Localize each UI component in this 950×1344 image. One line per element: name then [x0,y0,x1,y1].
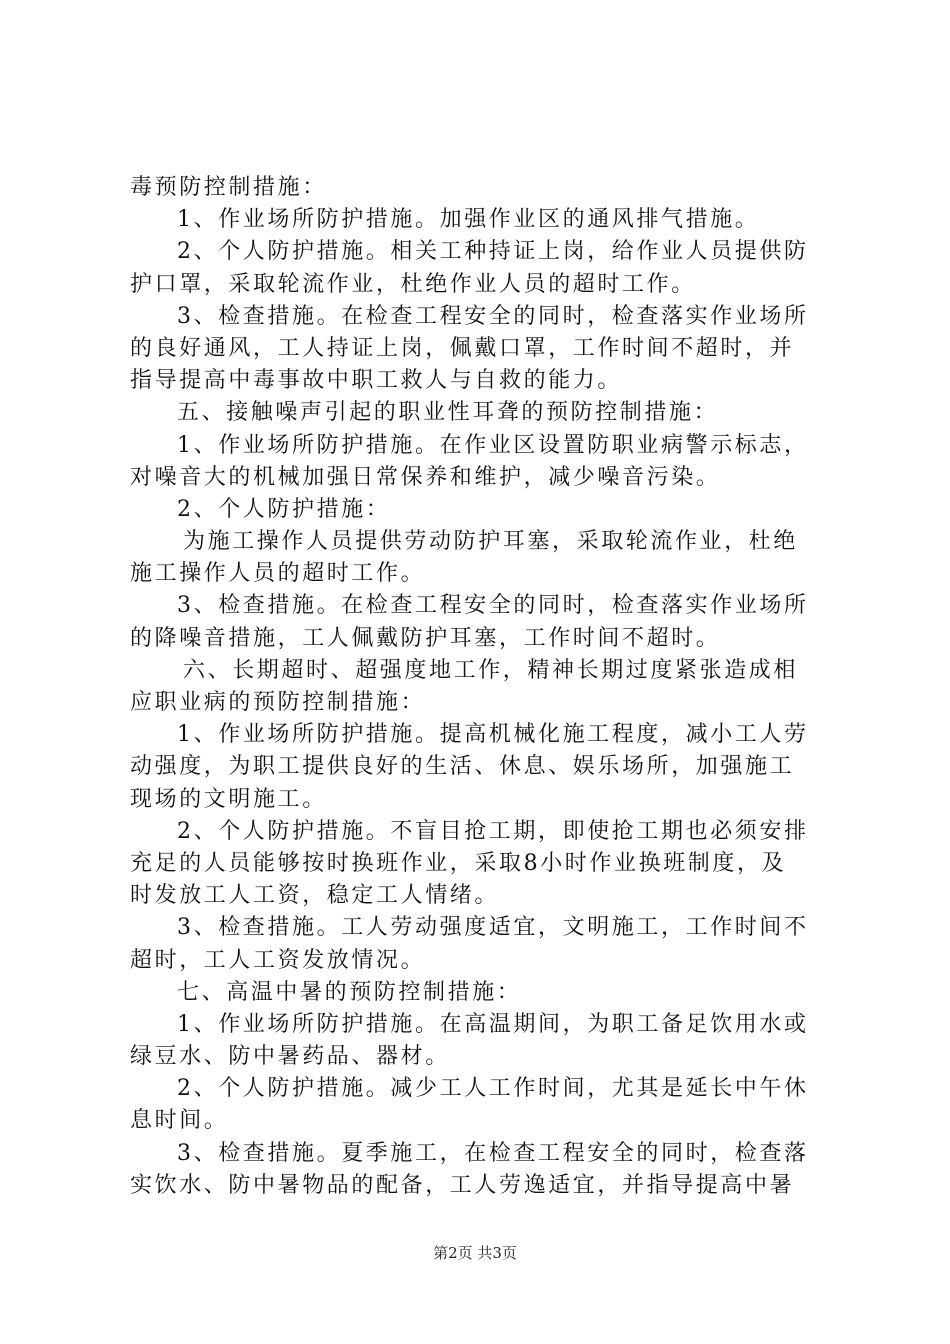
section-heading: 六、长期超时、超强度地工作，精神长期过度紧张造成相 [183,657,799,683]
text-line: 施工操作人员的超时工作。 [130,561,426,587]
text-line: 1、作业场所防护措施。提高机械化施工程度，减小工人劳 [177,722,809,748]
text-line: 毒预防控制措施： [130,175,327,200]
section-heading: 应职业病的预防控制措施： [130,690,426,715]
document-body [130,172,830,1202]
text-line: 3、检查措施。在检查工程安全的同时，检查落实作业场所 [177,593,809,619]
text-line: 护口罩，采取轮流作业，杜绝作业人员的超时工作。 [130,271,696,297]
text-line: 超时，工人工资发放情况。 [130,947,426,973]
text-line: 对噪音大的机械加强日常保养和维护，减少噪音污染。 [130,464,721,490]
text-line: 为施工操作人员提供劳动防护耳塞，采取轮流作业，杜绝 [183,529,799,555]
text-line: 的降噪音措施，工人佩戴防护耳塞，工作时间不超时。 [130,625,721,651]
text-line: 2、个人防护措施： [177,496,391,522]
text-line: 时发放工人工资，稳定工人情绪。 [130,883,500,909]
text-line: 实饮水、防中暑物品的配备，工人劳逸适宜，并指导提高中暑 [130,1172,795,1198]
text-line: 2、个人防护措施。减少工人工作时间，尤其是延长中午休 [177,1076,809,1102]
text-line: 动强度，为职工提供良好的生活、休息、娱乐场所，加强施工 [130,754,795,780]
text-line: 1、作业场所防护措施。加强作业区的通风排气措施。 [177,207,760,233]
text-line: 3、检查措施。工人劳动强度适宜，文明施工，工作时间不 [177,915,809,941]
text-line: 3、检查措施。在检查工程安全的同时，检查落实作业场所 [177,303,809,329]
section-heading: 五、接触噪声引起的职业性耳聋的预防控制措施： [177,400,719,426]
section-heading: 七、高温中暑的预防控制措施： [177,979,522,1005]
text-line: 的良好通风，工人持证上岗，佩戴口罩，工作时间不超时，并 [130,335,795,361]
text-line: 息时间。 [130,1108,229,1134]
text-line: 2、个人防护措施。相关工种持证上岗，给作业人员提供防 [177,239,809,265]
text-line: 2、个人防护措施。不盲目抢工期，即使抢工期也必须安排 [177,818,809,844]
page-number-footer: 第2页 共3页 [433,1244,517,1262]
text-line: 1、作业场所防护措施。在高温期间，为职工备足饮用水或 [177,1011,809,1037]
text-line: 3、检查措施。夏季施工，在检查工程安全的同时，检查落 [177,1140,809,1166]
text-line: 1、作业场所防护措施。在作业区设置防职业病警示标志， [177,432,809,458]
text-line: 指导提高中毒事故中职工救人与自救的能力。 [130,368,623,394]
text-line: 绿豆水、防中暑药品、器材。 [130,1044,450,1070]
text-line: 充足的人员能够按时换班作业，采取8小时作业换班制度，及 [130,850,787,876]
text-line: 现场的文明施工。 [130,786,327,812]
